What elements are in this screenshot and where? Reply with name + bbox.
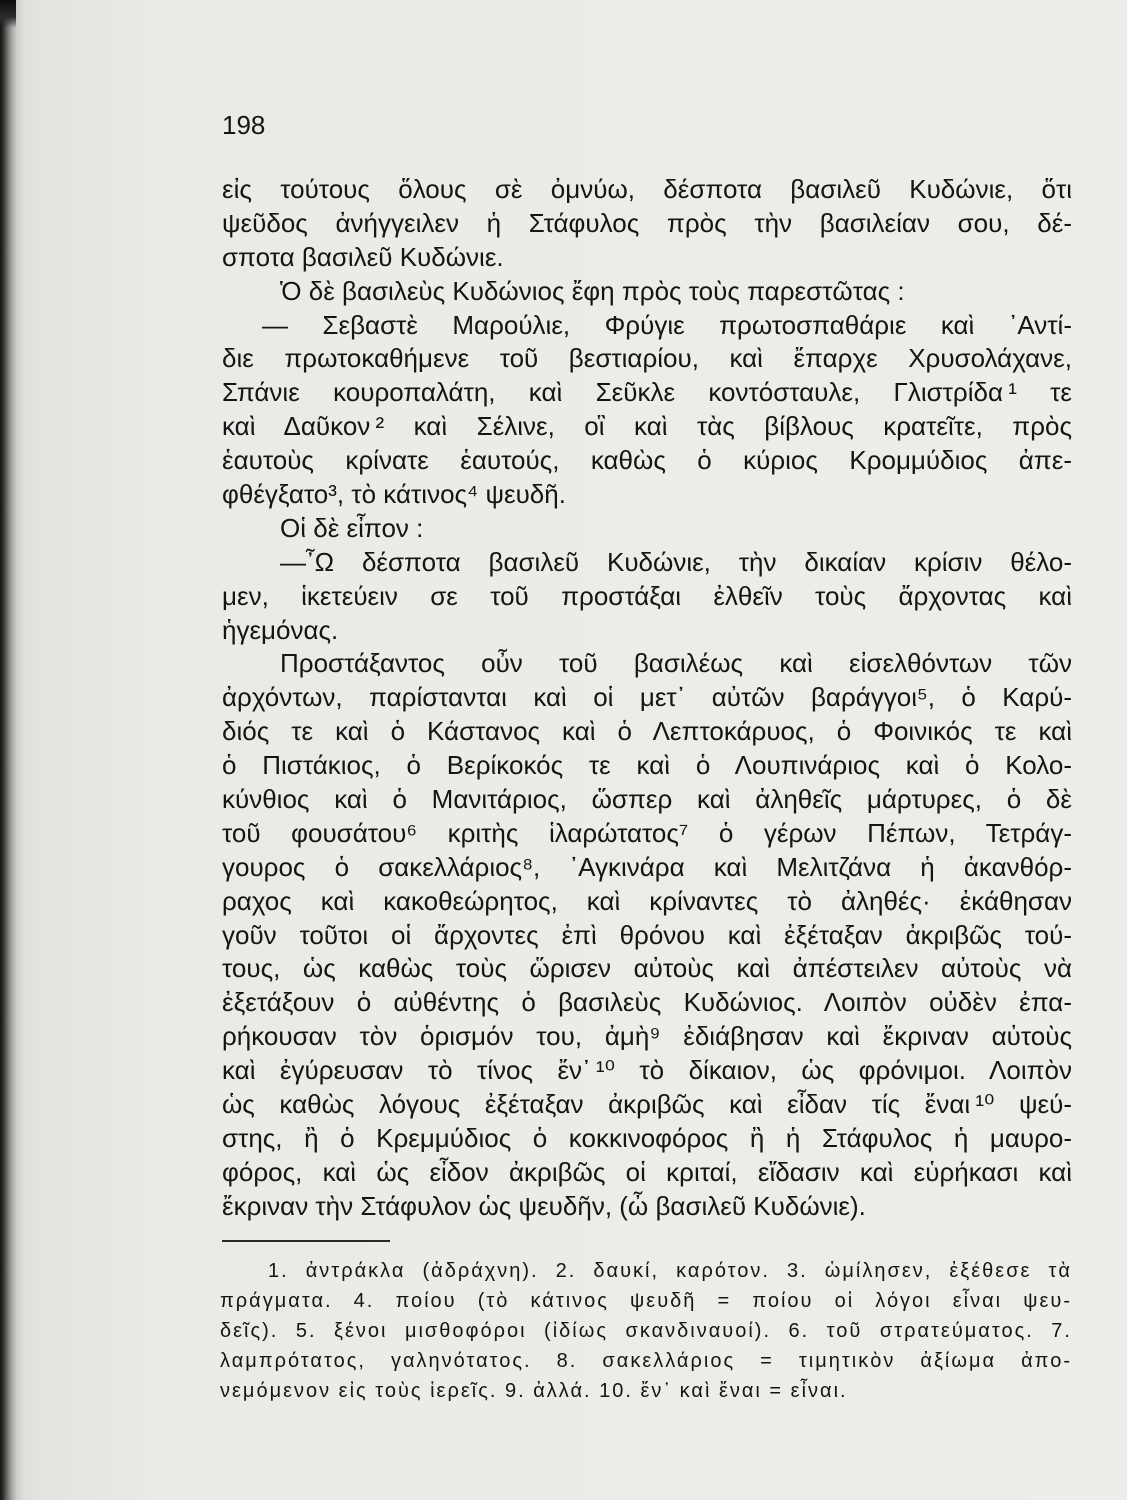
body-line: διός τε καὶ ὁ Κάστανος καὶ ὁ Λεπτοκάρυος, ὁ Φοινικός τε καὶ <box>222 716 1072 747</box>
page-number: 198 <box>222 110 266 140</box>
body-line: καὶ Δαῦκον ² καὶ Σέλινε, οἳ καὶ τὰς βίβλους κρατεῖτε, πρὸς <box>222 411 1072 442</box>
body-line: φόρος, καὶ ὡς εἶδον ἀκριβῶς οἱ κριταί, εἴδασιν καὶ εὑρήκασι καὶ <box>222 1156 1072 1187</box>
footnote-line: νεμόμενον εἰς τοὺς ἱερεῖς. 9. ἀλλά. 10. ἔν᾿ καὶ ἔναι = εἶναι. <box>220 1380 848 1402</box>
binding-shadow <box>0 0 24 1500</box>
footnote-line: πράγματα. 4. ποίου (τὸ κάτινος ψευδῆ = ποίου οἱ λόγοι εἶναι ψευ- <box>220 1290 1072 1312</box>
body-line: τους, ὡς καθὼς τοὺς ὥρισεν αὐτοὺς καὶ ἀπέστειλεν αὐτοὺς νὰ <box>222 953 1072 984</box>
footnotes <box>220 1256 1072 1406</box>
body-line: ἡγεμόνας. <box>222 614 339 645</box>
body-line: τοῦ φουσάτου⁶ κριτὴς ἱλαρώτατος⁷ ὁ γέρων Πέπων, Τετράγ- <box>222 817 1072 848</box>
body-line: ὁ Πιστάκιος, ὁ Βερίκοκός τε καὶ ὁ Λουπινάριος καὶ ὁ Κολο- <box>222 750 1072 781</box>
body-line: ἔκριναν τὴν Στάφυλον ὡς ψευδῆν, (ὦ βασιλεῦ Κυδώνιε). <box>222 1190 866 1221</box>
body-line: καὶ ἐγύρευσαν τὸ τίνος ἔν᾿ ¹⁰ τὸ δίκαιον, ὡς φρόνιμοι. Λοιπὸν <box>222 1055 1072 1086</box>
body-line: ὡς καθὼς λόγους ἐξέταξαν ἀκριβῶς καὶ εἶδαν τίς ἔναι ¹⁰ ψεύ- <box>222 1089 1072 1120</box>
body-line: στης, ἢ ὁ Κρεμμύδιος ὁ κοκκινοφόρος ἢ ἡ Στάφυλος ἡ μαυρο- <box>222 1122 1072 1153</box>
body-line: εἰς τούτους ὅλους σὲ ὀμνύω, δέσποτα βασιλεῦ Κυδώνιε, ὅτι <box>222 174 1072 204</box>
scan-corner-shadow <box>0 0 16 28</box>
footnote-line: λαμπρότατος, γαληνότατος. 8. σακελλάριος = τιμητικὸν ἀξίωμα ἀπο- <box>220 1350 1072 1372</box>
body-text <box>222 173 1072 1224</box>
body-line: Προστάξαντος οὖν τοῦ βασιλέως καὶ εἰσελθόντων τῶν <box>280 648 1072 679</box>
body-line: ραχος καὶ κακοθεώρητος, καὶ κρίναντες τὸ ἀληθές· ἐκάθησαν <box>222 885 1072 916</box>
body-line: σποτα βασιλεῦ Κυδώνιε. <box>222 241 504 272</box>
body-line: ρήκουσαν τὸν ὁρισμόν του, ἀμὴ⁹ ἐδιάβησαν καὶ ἔκριναν αὐτοὺς <box>222 1021 1072 1052</box>
body-line: ψεῦδος ἀνήγγειλεν ἡ Στάφυλος πρὸς τὴν βασιλείαν σου, δέ- <box>222 207 1072 238</box>
body-line: Σπάνιε κουροπαλάτη, καὶ Σεῦκλε κοντόσταυλε, Γλιστρίδα ¹ τε <box>222 377 1072 408</box>
body-line: φθέγξατο³, τὸ κάτινος⁴ ψευδῆ. <box>222 479 566 510</box>
body-line: —῏Ω δέσποτα βασιλεῦ Κυδώνιε, τὴν δικαίαν κρίσιν θέλο- <box>280 546 1072 577</box>
body-line: μεν, ἱκετεύειν σε τοῦ προστάξαι ἐλθεῖν τοὺς ἄρχοντας καὶ <box>222 580 1072 611</box>
body-line: γουρος ὁ σακελλάριος⁸, ᾿Αγκινάρα καὶ Μελιτζάνα ἡ ἀκανθόρ- <box>222 851 1072 882</box>
footnote-line: 1. ἀντράκλα (ἀδράχνη). 2. δαυκί, καρότον. 3. ὡμίλησεν, ἐξέθεσε τὰ <box>268 1260 1072 1282</box>
footnote-separator <box>222 1240 390 1242</box>
body-line: Ὁ δὲ βασιλεὺς Κυδώνιος ἔφη πρὸς τοὺς παρεστῶτας : <box>280 275 905 306</box>
body-line: — Σεβαστὲ Μαρούλιε, Φρύγιε πρωτοσπαθάριε καὶ ᾿Αντί- <box>262 309 1072 340</box>
body-line: κύνθιος καὶ ὁ Μανιτάριος, ὥσπερ καὶ ἀληθεῖς μάρτυρες, ὁ δὲ <box>222 784 1072 815</box>
body-line: ἑαυτοὺς κρίνατε ἑαυτούς, καθὼς ὁ κύριος Κρομμύδιος ἀπε- <box>222 445 1072 476</box>
body-line: ἐξετάξουν ὁ αὐθέντης ὁ βασιλεὺς Κυδώνιος. Λοιπὸν οὐδὲν ἐπα- <box>222 987 1072 1018</box>
footnote-line: δεῖς). 5. ξένοι μισθοφόροι (ἰδίως σκανδιναυοί). 6. τοῦ στρατεύματος. 7. <box>220 1320 1072 1342</box>
body-line: διε πρωτοκαθήμενε τοῦ βεστιαρίου, καὶ ἔπαρχε Χρυσολάχανε, <box>222 343 1072 374</box>
body-line: ἀρχόντων, παρίστανται καὶ οἱ μετ᾿ αὐτῶν βαράγγοι⁵, ὁ Καρύ- <box>222 682 1072 713</box>
body-line: Οἱ δὲ εἶπον : <box>280 512 424 543</box>
body-line: γοῦν τοῦτοι οἱ ἄρχοντες ἐπὶ θρόνου καὶ ἐξέταξαν ἀκριβῶς τού- <box>222 919 1072 950</box>
